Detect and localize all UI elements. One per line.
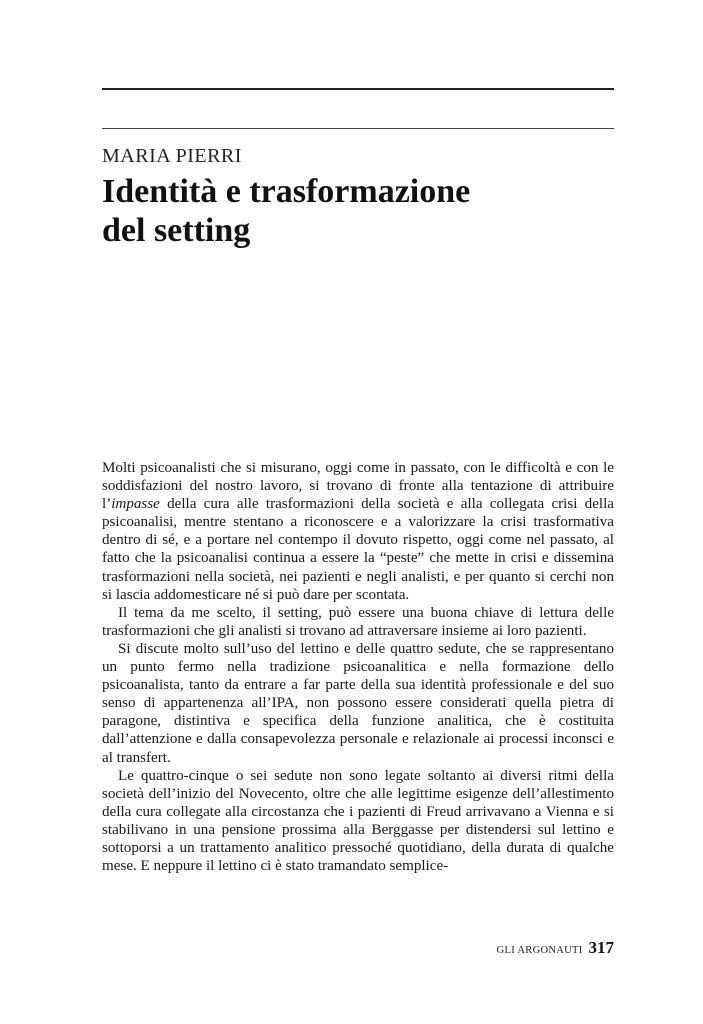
title-line-1: Identità e trasformazione (102, 173, 471, 210)
article-title (102, 172, 470, 250)
article-body (102, 459, 614, 875)
article-author: MARIA PIERRI (102, 145, 242, 167)
paragraph-1 (102, 459, 614, 604)
paragraph-1-after: della cura alle trasformazioni della società e alla collegata crisi della psicoanalisi, mentre stentano a riconoscere e a valorizzare la crisi trasformativa dentro di sé, e a portare nel contempo il dovuto rispetto, oggi come nel passato, al fatto che la psicoanalisi continua a essere la “peste” che mette in crisi e dissemina trasformazioni nella società, nei pazienti e negli analisti, e per quanto si cerchi non si lascia addomesticare né si può dare per scontata. (102, 496, 614, 603)
top-rule (102, 88, 614, 90)
page-number: 317 (588, 938, 614, 957)
header-rule (102, 128, 614, 129)
paragraph-1-emphasis: impasse (111, 496, 160, 513)
paragraph-1-before: Molti psicoanalisti che si misurano, oggi come in passato, con le difficoltà e con le soddisfazioni del nostro lavoro, si trovano di fronte alla tentazione di attribuire l’ (102, 460, 614, 513)
page-footer (497, 938, 614, 958)
title-line-2: del setting (102, 212, 251, 249)
paragraph-2: Il tema da me scelto, il setting, può essere una buona chiave di lettura delle trasformazioni che gli analisti si trovano ad attraversare insieme ai loro pazienti. (102, 604, 614, 639)
paragraph-3: Si discute molto sull’uso del lettino e delle quattro sedute, che se rappresentano un punto fermo nella tradizione psicoanalitica e nella formazione dello psicoanalista, tanto da entrare a far parte della sua identità professionale e del suo senso di appartenenza all’IPA, non possono essere considerati quella pietra di paragone, distintiva e specifica della funzione analitica, che è costituita dall’attenzione e dalla consapevolezza personale e relazionale ai processi inconsci e al transfert. (102, 640, 614, 766)
journal-name: GLI ARGONAUTI (496, 945, 583, 956)
paragraph-4: Le quattro-cinque o sei sedute non sono legate soltanto ai diversi ritmi della società dell’inizio del Novecento, oltre che alle legittime esigenze dell’allestimento della cura collegate alla circostanza che i pazienti di Freud arrivavano a Vienna e si stabilivano in una pensione prossima alla Berggasse per distendersi sul lettino e sottoporsi a un trattamento analitico pressoché quotidiano, della durata di qualche mese. E neppure il lettino ci è stato tramandato semplice- (102, 767, 614, 875)
